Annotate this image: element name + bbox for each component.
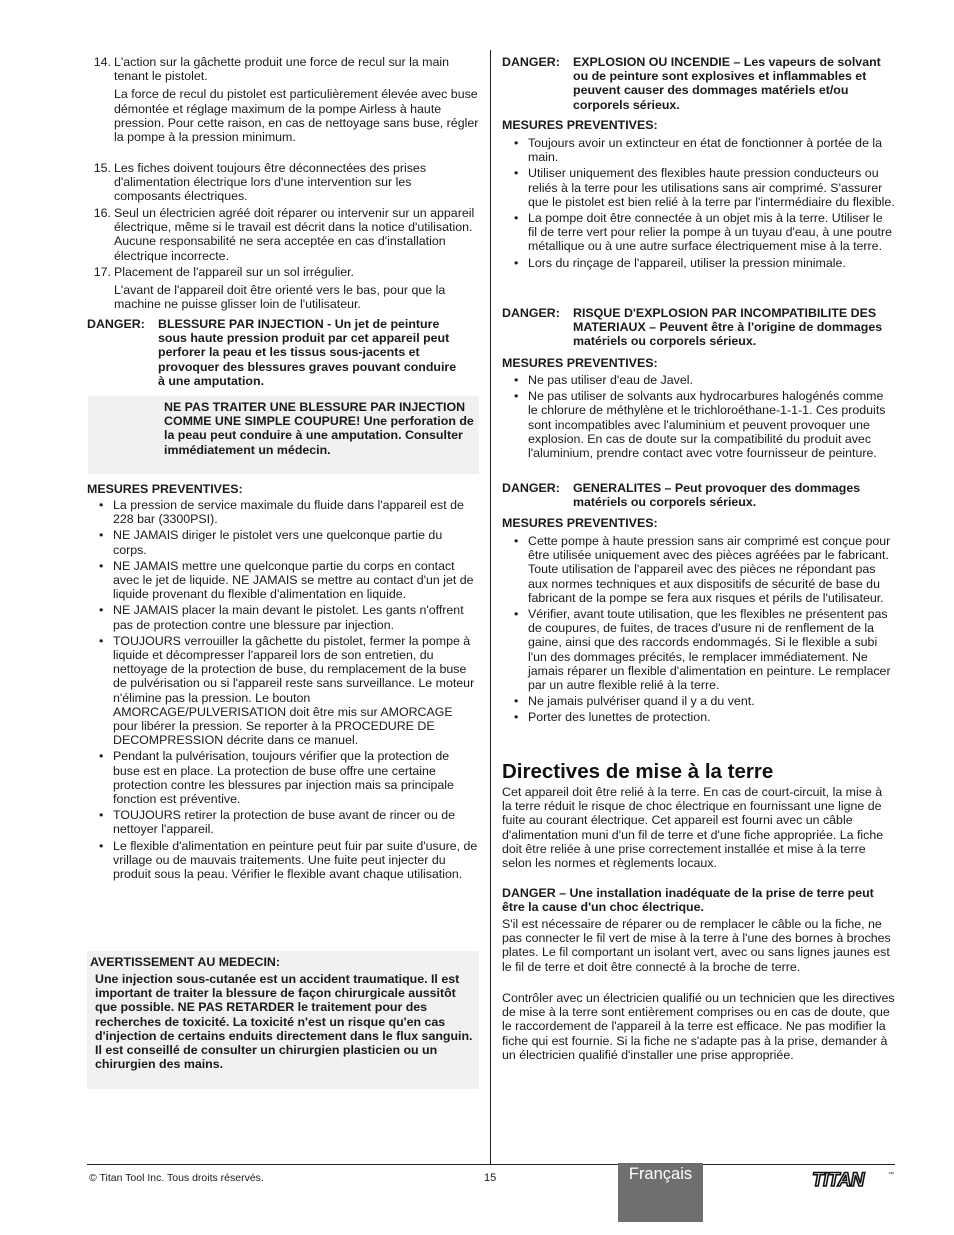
item-number: 17. (93, 265, 111, 279)
item-text: La force de recul du pistolet est particulièrement élevée avec buse démontée et réglage maximum de la pompe Airless à haute pression. Pour cette raison, en cas de nettoyage sans buse, régler la pompe à la pression minimum. (114, 87, 479, 145)
list-item-16 (87, 206, 479, 263)
bullet-icon: • (514, 373, 519, 387)
list-item: • Ne pas utiliser d'eau de Javel. (514, 373, 693, 387)
list-item-15 (87, 161, 479, 204)
list-item: • NE JAMAIS placer la main devant le pistolet. Les gants n'offrent pas de protection contre une blessure par injection. (99, 603, 464, 632)
danger-general (502, 481, 895, 509)
grounding-danger: DANGER – Une installation inadéquate de la prise de terre peut être la cause d'un choc électrique. (502, 886, 874, 915)
preventive-bullets-injection (87, 498, 479, 883)
list-item: • La pompe doit être connectée à un objet mis à la terre. Utiliser le fil de terre vert pour relier la pompe à un tuyau d'eau, à une poutre métallique ou à une autre surface électriquement mise à la terre. (514, 211, 892, 254)
grounding-paragraph: S'il est nécessaire de réparer ou de remplacer le câble ou la fiche, ne pas connecter le fil vert de mise à la terre à l'une des bornes à broches plates. Le fil comportant un isolant vert, avec ou sans lignes jaunes est le fil de terre et doit être connecté à la broche de terre. (502, 917, 891, 974)
bullet-icon: • (514, 710, 519, 725)
bullet-icon: • (514, 389, 519, 404)
danger-text: BLESSURE PAR INJECTION - Un jet de peinture sous haute pression produit par cet appareil peut perforer la peau et les tissus sous-jacents et provoquer des blessures graves pouvant conduire à une amputation. (158, 317, 457, 388)
bullet-icon: • (99, 558, 104, 573)
list-item: • Cette pompe à haute pression sans air comprimé est conçue pour être utilisée uniquement avec des pièces agréées par le fabricant. Toute utilisation de l'appareil avec des pièces ne répondant pas aux normes techniques et aux dispositifs de sécurité de base du fabricant de la pompe se fera aux risques et périls de l'utilisateur. (514, 534, 891, 605)
list-item: • Le flexible d'alimentation en peinture peut fuir par suite d'usure, de vrillage ou de mauvais traitements. Une fuite peut injecter du produit sous la peau. Vérifier le flexible avant chaque utilisation. (99, 838, 478, 882)
list-item: • TOUJOURS retirer la protection de buse avant de rincer ou de nettoyer l'appareil. (99, 808, 456, 837)
mesures-preventives-label: MESURES PREVENTIVES: (87, 482, 243, 496)
physician-warning-box (87, 951, 479, 1089)
danger-label: DANGER: (502, 481, 560, 495)
footer-copyright: © Titan Tool Inc. Tous droits réservés. (89, 1172, 264, 1184)
danger-incompatibility (502, 306, 895, 349)
physician-warning-title: AVERTISSEMENT AU MEDECIN: (90, 955, 280, 969)
item-number: 15. (93, 161, 111, 175)
bullet-icon: • (99, 808, 104, 823)
list-item: • Lors du rinçage de l'appareil, utiliser la pression minimale. (514, 255, 846, 270)
preventive-bullets-general (502, 534, 895, 727)
bullet-icon: • (99, 838, 104, 853)
injection-warning-box (88, 396, 479, 474)
bullet-icon: • (99, 528, 104, 543)
danger-text: RISQUE D'EXPLOSION PAR INCOMPATIBILITE DES MATERIAUX – Peuvent être à l'origine de dommages matériels ou corporels sérieux. (573, 306, 883, 349)
item-text: Les fiches doivent toujours être déconnectées des prises d'alimentation électrique lors d'une intervention sur les composants électriques. (114, 161, 427, 204)
bullet-icon: • (514, 136, 519, 150)
bullet-icon: • (514, 607, 519, 622)
page-number: 15 (484, 1172, 497, 1184)
list-item-14 (87, 55, 479, 144)
list-item: • NE JAMAIS diriger le pistolet vers une quelconque partie du corps. (99, 528, 443, 557)
preventive-bullets-materials (502, 373, 895, 462)
danger-explosion (502, 55, 895, 112)
language-tab (618, 1163, 703, 1222)
list-item: • Porter des lunettes de protection. (514, 710, 711, 725)
item-number: 14. (93, 55, 111, 69)
bullet-icon: • (514, 211, 519, 226)
bullet-icon: • (514, 534, 519, 548)
list-item-17 (87, 265, 479, 312)
section-heading-grounding: Directives de mise à la terre (502, 760, 774, 783)
list-item: • La pression de service maximale du fluide dans l'appareil est de 228 bar (3300PSI). (99, 498, 464, 527)
danger-injection (87, 317, 479, 388)
list-item: • Ne jamais pulvériser quand il y a du vent. (514, 694, 755, 709)
bullet-icon: • (99, 603, 104, 618)
grounding-paragraph: Contrôler avec un électricien qualifié ou un technicien que les directives de mise à la terre sont entièrement comprises ou en cas de doute, que le raccordement de l'appareil à la terre est efficace. Ne pas modifier la fiche qui est fournie. Si la fiche ne s'adapte pas à la prise, demander à un électricien qualifié d'installer une prise appropriée. (502, 991, 895, 1062)
bullet-icon: • (514, 166, 519, 181)
danger-text: GENERALITES – Peut provoquer des dommages matériels ou corporels sérieux. (573, 481, 861, 510)
physician-warning-text: Une injection sous-cutanée est un accident traumatique. Il est important de traiter la blessure de façon chirurgicale aussitôt que possible. NE PAS RETARDER le traitement pour des recherches de toxicité. La toxicité n'est un risque qu'en cas d'injection de certains enduits directement dans le flux sanguin. Il est conseillé de consulter un chirurgien plasticien ou un chirurgien des mains. (95, 972, 473, 1072)
danger-label: DANGER: (502, 306, 560, 320)
bullet-icon: • (99, 498, 104, 512)
svg-text:TITAN: TITAN (812, 1170, 865, 1190)
danger-label: DANGER: (502, 55, 560, 69)
bullet-icon: • (99, 633, 104, 648)
bullet-icon: • (99, 749, 104, 764)
mesures-preventives-label: MESURES PREVENTIVES: (502, 356, 658, 370)
mesures-preventives-label: MESURES PREVENTIVES: (502, 118, 658, 132)
danger-label: DANGER: (87, 317, 145, 331)
titan-logo (808, 1168, 898, 1190)
list-item: • Toujours avoir un extincteur en état de fonctionner à portée de la main. (514, 136, 883, 165)
list-item: • Vérifier, avant toute utilisation, que les flexibles ne présentent pas de coupures, de fuites, de traces d'usure ni de renflement de la gaine, ainsi que des raccords endommagés. Si le flexible a subi l'un des dommages précités, le remplacer immédiatement. Ne jamais réparer un flexible d'alimentation en peinture. Le remplacer par un autre flexible relié à la terre. (514, 607, 891, 693)
grounding-paragraph: Cet appareil doit être relié à la terre. En cas de court-circuit, la mise à la terre réduit le risque de choc électrique en fournissant une ligne de fuite au courant électrique. Cet appareil est fourni avec un câble d'alimentation muni d'un fil de terre et d'une fiche appropriée. La fiche doit être reliée à une prise correctement installée et mise à la terre selon les normes et règlements locaux. (502, 785, 884, 871)
mesures-preventives-label: MESURES PREVENTIVES: (502, 516, 658, 530)
list-item: • TOUJOURS verrouiller la gâchette du pistolet, fermer la pompe à liquide et décompresser l'appareil lors de son entretien, du nettoyage de la protection de buse, du remplacement de la buse de pulvérisation ou si l'appareil reste sans surveillance. Le moteur n'élimine pas la pression. Le bouton AMORCAGE/PULVERISATION doit être mis sur AMORCAGE pour libérer la pression. Se reporter à la PROCEDURE DE DECOMPRESSION décrite dans ce manuel. (99, 633, 475, 748)
item-text: Placement de l'appareil sur un sol irrégulier. (114, 265, 354, 279)
item-text: L'action sur la gâchette produit une force de recul sur la main tenant le pistolet. (114, 55, 450, 84)
language-label: Français (628, 1165, 693, 1183)
column-divider (490, 50, 491, 1165)
list-item: • Pendant la pulvérisation, toujours vérifier que la protection de buse est en place. La protection de buse offre une certaine protection contre les blessures par injection mais sa principale fonction est préventive. (99, 749, 454, 807)
preventive-bullets-fire (502, 136, 895, 272)
danger-text: EXPLOSION OU INCENDIE – Les vapeurs de solvant ou de peinture sont explosives et inflammables et peuvent causer des dommages matériels et/ou corporels sérieux. (573, 55, 881, 112)
titan-logo-icon (808, 1168, 898, 1190)
list-item: • Utiliser uniquement des flexibles haute pression conducteurs ou reliés à la terre pour les utilisations sans air comprimé. S'assurer que le pistolet est bien relié à la terre par l'intermédiaire du flexible. (514, 166, 895, 209)
svg-text:™: ™ (888, 1172, 894, 1178)
footer-rule (87, 1164, 895, 1165)
item-text: Seul un électricien agréé doit réparer ou intervenir sur un appareil électrique, même si le travail est décrit dans la notice d'utilisation. Aucune responsabilité ne sera acceptée en cas d'installation électrique incorrecte. (114, 206, 475, 263)
list-item: • NE JAMAIS mettre une quelconque partie du corps en contact avec le jet de liquide. NE JAMAIS se mettre au contact d'un jet de liquide provenant du flexible d'alimentation en liquide. (99, 558, 474, 602)
item-number: 16. (93, 206, 111, 220)
bullet-icon: • (514, 255, 519, 270)
bullet-icon: • (514, 694, 519, 709)
injection-warning-text: NE PAS TRAITER UNE BLESSURE PAR INJECTION COMME UNE SIMPLE COUPURE! Une perforation de la peau peut conduire à une amputation. Consulter immédiatement un médecin. (164, 400, 474, 457)
list-item: • Ne pas utiliser de solvants aux hydrocarbures halogénés comme le chlorure de méthylène et le trichloroéthane-1-1-1. Ces produits sont incompatibles avec l'aluminium et peuvent provoquer une explosion. En cas de doute sur la compatibilité du produit avec l'aluminium, prendre contact avec votre fournisseur de peinture. (514, 389, 886, 461)
item-text: L'avant de l'appareil doit être orienté vers le bas, pour que la machine ne puisse glisser loin de l'utilisateur. (114, 283, 446, 312)
